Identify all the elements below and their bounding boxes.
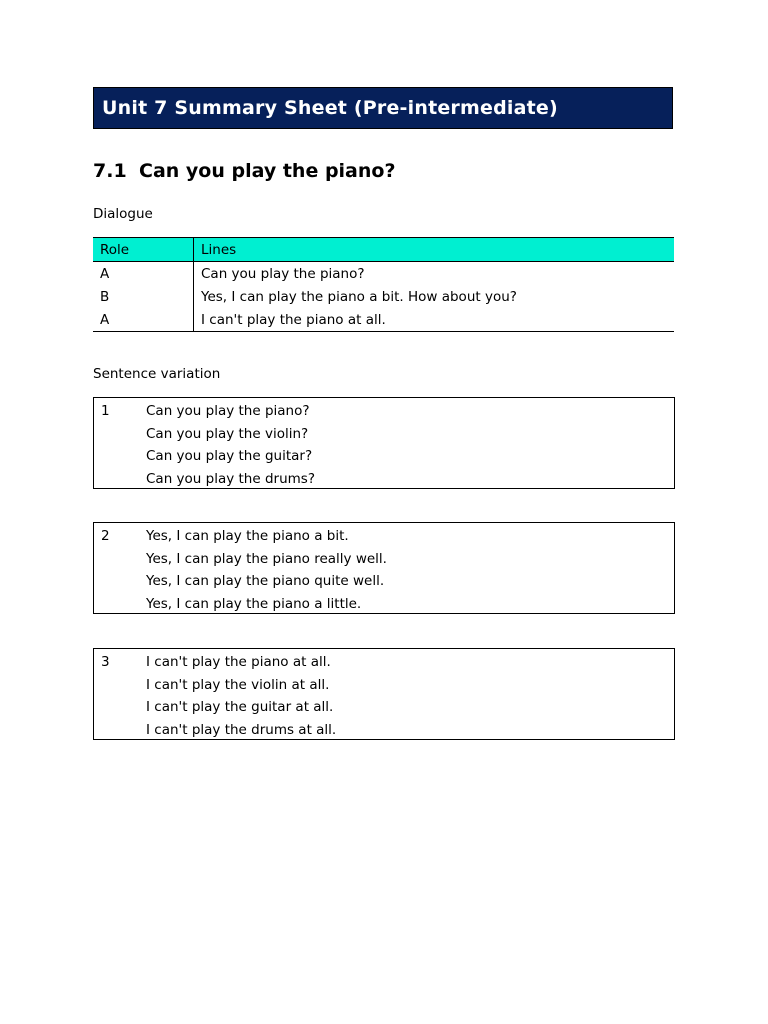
variation-line: I can't play the guitar at all.	[146, 699, 334, 715]
variation-box-2	[93, 522, 675, 614]
variation-line: I can't play the piano at all.	[146, 654, 331, 670]
page-title: Unit 7 Summary Sheet (Pre-intermediate)	[102, 97, 558, 119]
variation-lines	[146, 651, 336, 741]
table-row	[93, 285, 674, 308]
section-number: 7.1	[93, 160, 127, 182]
column-header-role: Role	[93, 238, 194, 262]
table-row	[93, 262, 674, 286]
variation-line: I can't play the violin at all.	[146, 676, 330, 693]
variation-line: Can you play the violin?	[146, 425, 309, 442]
dialogue-label: Dialogue	[93, 206, 153, 222]
variation-box-3	[93, 648, 675, 740]
dialogue-table	[93, 237, 674, 332]
variation-line: Yes, I can play the piano a bit.	[146, 528, 349, 544]
variation-box-1	[93, 397, 675, 489]
variation-line: Can you play the drums?	[146, 470, 315, 487]
variation-lines	[146, 400, 315, 490]
title-banner	[93, 87, 673, 129]
variation-line: Yes, I can play the piano really well.	[146, 550, 387, 567]
section-heading	[93, 160, 395, 182]
variation-line: Can you play the piano?	[146, 403, 310, 419]
variation-line: Yes, I can play the piano quite well.	[146, 573, 385, 589]
dialogue-header-row	[93, 238, 674, 262]
variation-line: Can you play the guitar?	[146, 448, 313, 464]
variation-lines	[146, 525, 387, 615]
variation-number: 1	[101, 403, 110, 419]
line-cell: Yes, I can play the piano a bit. How about you?	[201, 288, 517, 305]
section-title: Can you play the piano?	[139, 160, 396, 182]
role-cell: B	[93, 285, 194, 308]
variation-line: I can't play the drums at all.	[146, 721, 337, 738]
variation-number: 2	[101, 528, 110, 544]
role-cell: A	[93, 262, 194, 286]
sentence-variation-label: Sentence variation	[93, 366, 221, 382]
table-row	[93, 308, 674, 332]
line-cell: I can't play the piano at all.	[194, 308, 675, 332]
column-header-lines: Lines	[194, 238, 675, 262]
line-cell: Can you play the piano?	[201, 265, 365, 282]
role-cell: A	[93, 308, 194, 332]
variation-line: Yes, I can play the piano a little.	[146, 595, 362, 612]
variation-number: 3	[101, 654, 110, 670]
